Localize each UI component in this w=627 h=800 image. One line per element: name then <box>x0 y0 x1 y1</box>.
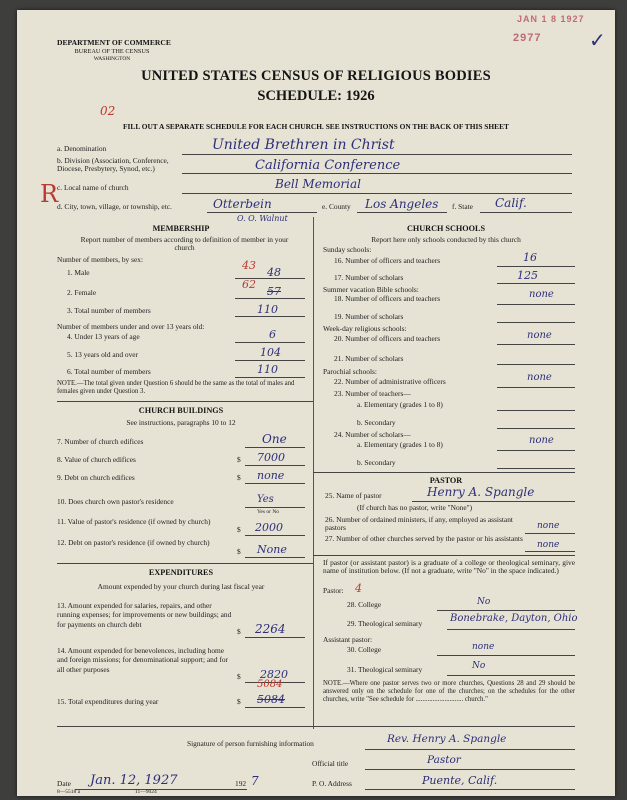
membership-title: MEMBERSHIP <box>152 224 210 233</box>
city-note: O. O. Walnut <box>237 214 288 223</box>
q23a-label: a. Elementary (grades 1 to 8) <box>357 400 443 409</box>
schedule-title: SCHEDULE: 1926 <box>257 88 375 104</box>
edifices-debt-label: 9. Debt on church edifices <box>57 473 135 482</box>
total-members-label: 3. Total number of members <box>67 306 151 315</box>
year-printed: 192 <box>235 779 247 788</box>
division-value: California Conference <box>255 158 401 173</box>
dollar-sign: $ <box>237 525 241 534</box>
schools-title: CHURCH SCHOOLS <box>406 224 486 233</box>
residence-debt-label: 12. Debt on pastor's residence (if owned by church) <box>57 538 210 547</box>
over-13-label: 5. 13 years old and over <box>67 350 139 359</box>
q17-label: 17. Number of scholars <box>334 273 404 282</box>
denomination-value: United Brethren in Christ <box>212 137 395 153</box>
total-members-value: 110 <box>257 303 278 316</box>
graduate-note: If pastor (or assistant pastor) is a graduate of a college or theological seminary, give name of institution below. (If not a graduate, write "No" in the space indicated.) <box>323 558 575 575</box>
date-label: Date <box>57 779 71 788</box>
weekday-schools-label: Week-day religious schools: <box>323 324 407 333</box>
form-code: 8—5518 a <box>57 789 81 795</box>
church-name-label: c. Local name of church <box>57 183 129 192</box>
r-mark: R <box>40 180 59 208</box>
q28-value: No <box>477 597 491 607</box>
q28-label: 28. College <box>347 600 382 609</box>
po-address-label: P. O. Address <box>312 779 352 788</box>
buildings-title: CHURCH BUILDINGS <box>138 406 224 415</box>
edifices-debt-value: none <box>257 469 285 482</box>
expenditures-title: EXPENDITURES <box>148 568 214 577</box>
expenditures-intro: Amount expended by your church during last fiscal year <box>97 582 265 591</box>
q22-value: none <box>527 372 552 383</box>
membership-intro: Report number of members according to definition of member in your church <box>80 235 289 252</box>
male-value-red: 43 <box>242 259 256 272</box>
total-expenditures-label: 15. Total expenditures during year <box>57 697 159 706</box>
dollar-sign: $ <box>237 473 241 482</box>
year-handwritten: 7 <box>251 774 259 788</box>
female-value-red: 62 <box>242 278 256 291</box>
benevolences-value: 2820 <box>260 668 288 681</box>
q31-value: No <box>472 661 486 671</box>
assistant-subhead: Assistant pastor: <box>323 635 373 644</box>
age-intro: Number of members under and over 13 years old: <box>57 322 205 331</box>
membership-note: NOTE.—The total given under Question 6 should be the same as the total of males and females given under Question 3. <box>57 380 295 395</box>
sunday-schools-label: Sunday schools: <box>323 245 372 254</box>
total-expenditures-value: 5084 <box>257 693 285 706</box>
q25-value: Henry A. Spangle <box>427 485 535 499</box>
q24b-label: b. Secondary <box>357 458 396 467</box>
running-expenses-label: 13. Amount expended for salaries, repairs, and other running expenses; for improvements or new buildings; and for payments on church debt <box>57 601 232 629</box>
bureau-name: BUREAU OF THE CENSUS <box>74 48 150 55</box>
code-mark: 02 <box>100 104 116 118</box>
po-address-value: Puente, Calif. <box>422 774 498 787</box>
q24a-value: none <box>529 435 554 446</box>
q30-label: 30. College <box>347 645 382 654</box>
q29-label: 29. Theological seminary <box>347 619 423 628</box>
residence-value-value: 2000 <box>255 521 283 534</box>
q26-value: none <box>537 521 560 531</box>
female-value: 57 <box>267 285 281 298</box>
members-by-sex-label: Number of members, by sex: <box>57 255 143 264</box>
q24a-label: a. Elementary (grades 1 to 8) <box>357 440 443 449</box>
dollar-sign: $ <box>237 547 241 556</box>
male-value: 48 <box>267 266 281 279</box>
form-number-stamp: 2977 <box>513 32 542 44</box>
census-schedule-sheet <box>17 10 615 796</box>
edifices-value-label: 8. Value of church edifices <box>57 455 136 464</box>
department-name: DEPARTMENT OF COMMERCE <box>57 38 171 47</box>
summer-schools-label: Summer vacation Bible schools: <box>323 285 419 294</box>
owns-residence-value: Yes <box>257 494 274 505</box>
received-stamp: JAN 1 8 1927 <box>517 14 585 24</box>
parochial-schools-label: Parochial schools: <box>323 367 377 376</box>
dollar-sign: $ <box>237 455 241 464</box>
document-title: UNITED STATES CENSUS OF RELIGIOUS BODIES <box>141 68 491 84</box>
q25-note: (If church has no pastor, write "None") <box>357 503 473 512</box>
official-title-value: Pastor <box>427 754 461 766</box>
check-mark: ✓ <box>589 28 606 52</box>
q29-value: Bonebrake, Dayton, Ohio <box>450 613 578 624</box>
schedule-instruction: FILL OUT A SEPARATE SCHEDULE FOR EACH CHURCH. SEE INSTRUCTIONS ON THE BACK OF THIS SHEET <box>123 122 509 131</box>
dollar-sign: $ <box>237 697 241 706</box>
benevolences-label: 14. Amount expended for benevolences, including home and foreign missions; for denominational support; and for all other purposes <box>57 646 228 674</box>
q16-label: 16. Number of officers and teachers <box>334 256 441 265</box>
form-code-2: 11—9024 <box>135 789 157 795</box>
pastor-mark: 4 <box>355 582 362 595</box>
county-value: Los Angeles <box>365 197 439 211</box>
date-value: Jan. 12, 1927 <box>90 773 178 788</box>
signature-label: Signature of person furnishing information <box>187 739 314 748</box>
pastor-note: NOTE.—Where one pastor serves two or more churches, Questions 28 and 29 should be answered only on the schedule for one of the churches; on the schedules for the other churches, write "See schedule for ............................ church." <box>323 680 575 703</box>
denomination-label: a. Denomination <box>57 144 107 153</box>
male-label: 1. Male <box>67 268 90 277</box>
q23-label: 23. Number of teachers— <box>334 389 411 398</box>
q18-value: none <box>529 289 554 300</box>
edifices-count-label: 7. Number of church edifices <box>57 437 144 446</box>
buildings-intro: See instructions, paragraphs 10 to 12 <box>126 418 236 427</box>
owns-residence-label: 10. Does church own pastor's residence <box>57 497 174 506</box>
q22-label: 22. Number of administrative officers <box>334 377 446 386</box>
over-13-value: 104 <box>260 346 281 359</box>
q27-label: 27. Number of other churches served by the pastor or his assistants <box>325 534 523 543</box>
dollar-sign: $ <box>237 672 241 681</box>
q27-value: none <box>537 540 560 550</box>
residence-value-label: 11. Value of pastor's residence (if owned by church) <box>57 517 211 526</box>
residence-debt-value: None <box>257 543 287 556</box>
division-label: b. Division (Association, Conference, Diocese, Presbytery, Synod, etc.) <box>57 156 169 173</box>
q30-value: none <box>472 642 495 652</box>
q23b-label: b. Secondary <box>357 418 396 427</box>
dollar-sign: $ <box>237 627 241 636</box>
total-by-age-label: 6. Total number of members <box>67 367 151 376</box>
signature-value: Rev. Henry A. Spangle <box>387 733 507 745</box>
yes-no-hint: Yes or No <box>257 509 280 515</box>
under-13-value: 6 <box>269 328 276 341</box>
q31-label: 31. Theological seminary <box>347 665 423 674</box>
state-value: Calif. <box>495 196 527 210</box>
q19-label: 19. Number of scholars <box>334 312 404 321</box>
q17-value: 125 <box>517 269 538 282</box>
pastor-subhead: Pastor: <box>323 586 344 595</box>
church-name-value: Bell Memorial <box>275 177 361 191</box>
q20-value: none <box>527 330 552 341</box>
running-expenses-value: 2264 <box>255 622 286 636</box>
under-13-label: 4. Under 13 years of age <box>67 332 140 341</box>
edifices-count-value: One <box>262 432 287 446</box>
q26-label: 26. Number of ordained ministers, if any, employed as assistant pastors <box>325 515 513 532</box>
county-label: e. County <box>322 202 351 211</box>
q21-label: 21. Number of scholars <box>334 354 404 363</box>
city-value: Otterbein <box>213 197 272 211</box>
city-label: d. City, town, village, or township, etc. <box>57 202 172 211</box>
state-label: f. State <box>452 202 473 211</box>
female-label: 2. Female <box>67 288 97 297</box>
q25-label: 25. Name of pastor <box>325 491 382 500</box>
schools-intro: Report here only schools conducted by this church <box>371 235 521 244</box>
q18-label: 18. Number of officers and teachers <box>334 294 441 303</box>
total-expenditures-red: 5084 <box>257 679 283 690</box>
q24-label: 24. Number of scholars— <box>334 430 411 439</box>
edifices-value-value: 7000 <box>257 451 285 464</box>
q20-label: 20. Number of officers and teachers <box>334 334 441 343</box>
official-title-label: Official title <box>312 759 349 768</box>
total-by-age-value: 110 <box>257 363 278 376</box>
bureau-city: WASHINGTON <box>93 56 131 62</box>
q16-value: 16 <box>523 251 537 264</box>
pastor-title: PASTOR <box>429 476 463 485</box>
